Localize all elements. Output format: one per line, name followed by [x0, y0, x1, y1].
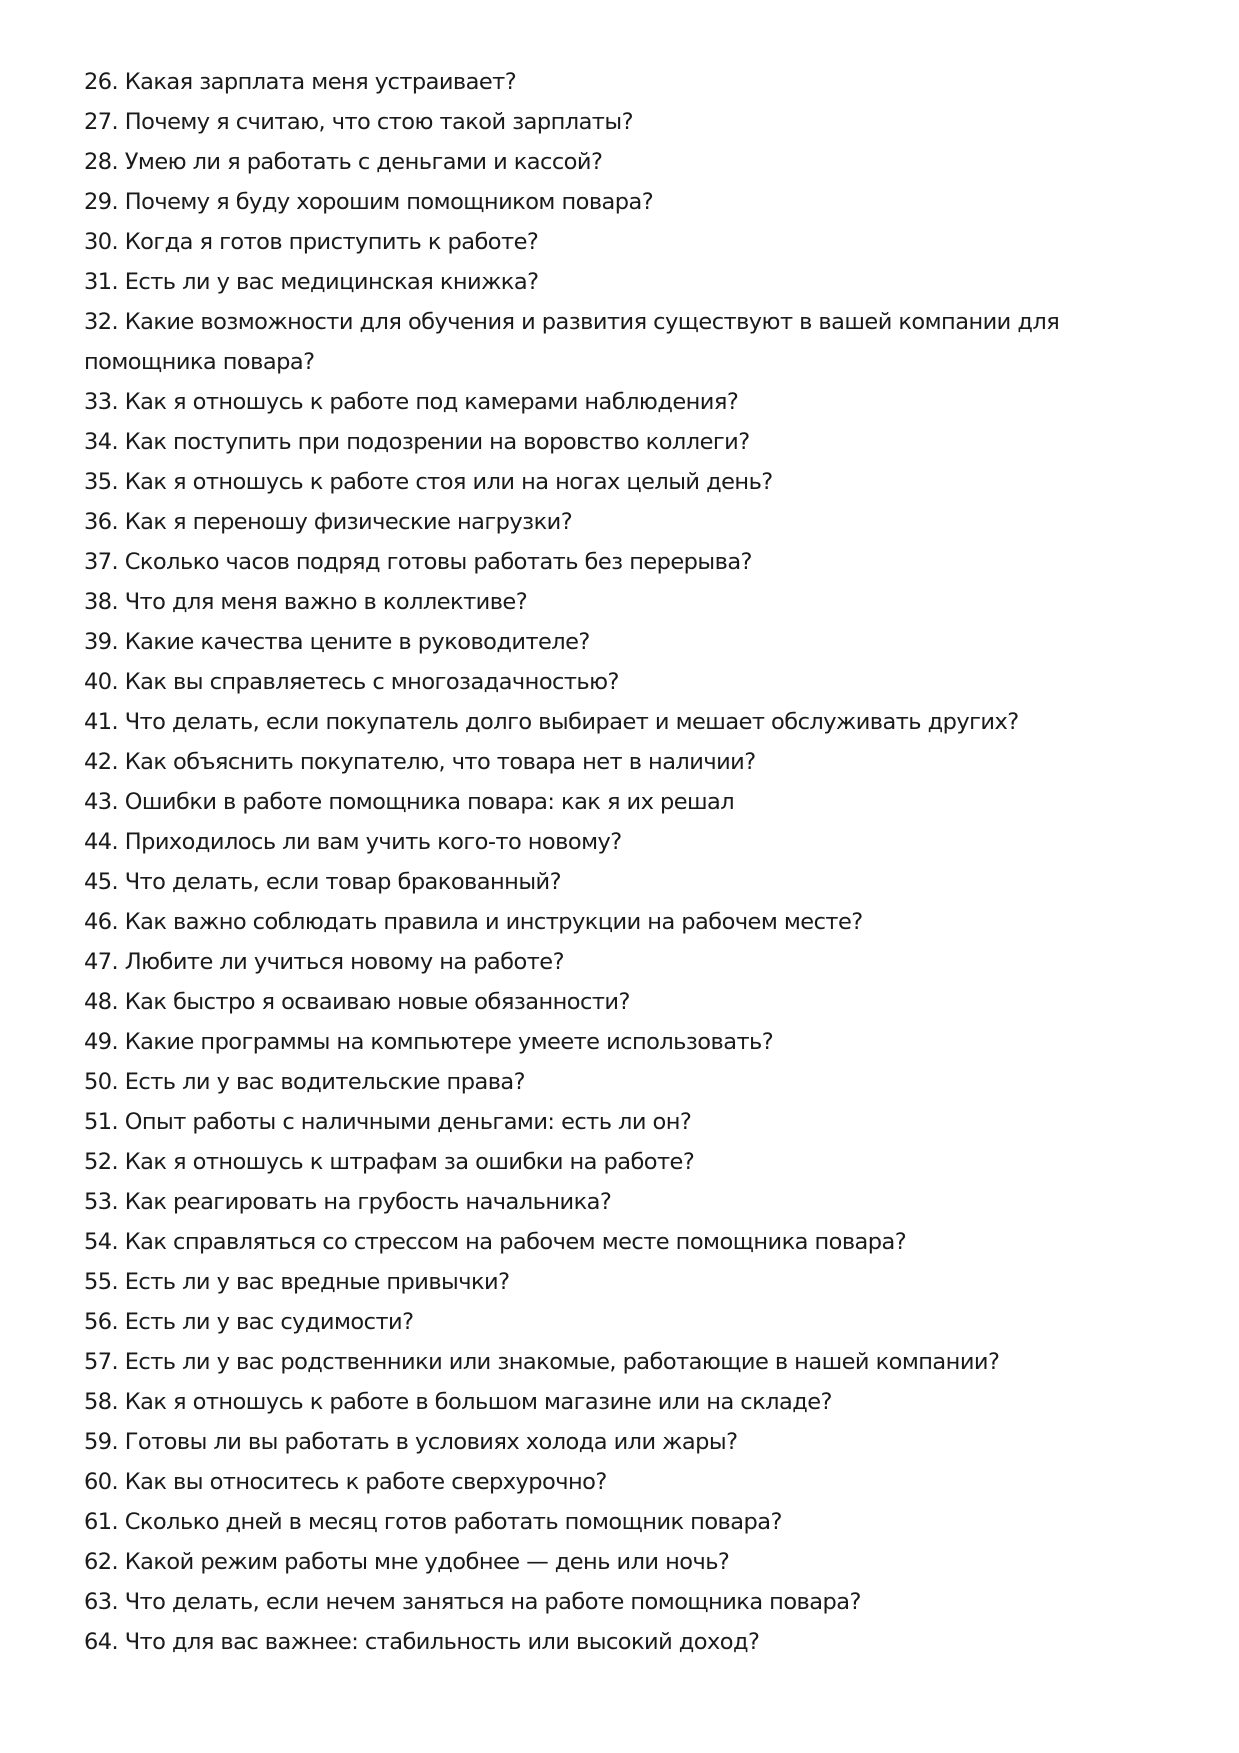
list-item	[84, 1542, 1084, 1582]
question-text: 58. Как я отношусь к работе в большом магазине или на складе?	[84, 1389, 832, 1415]
list-item	[84, 1102, 1084, 1142]
list-item	[84, 622, 1084, 662]
list-item	[84, 62, 1084, 102]
list-item	[84, 1502, 1084, 1542]
question-text: 36. Как я переношу физические нагрузки?	[84, 509, 573, 535]
question-text: 54. Как справляться со стрессом на рабочем месте помощника повара?	[84, 1229, 907, 1255]
question-list	[84, 62, 1084, 1662]
list-item	[84, 422, 1084, 462]
list-item	[84, 1622, 1084, 1662]
question-text: 60. Как вы относитесь к работе сверхурочно?	[84, 1469, 607, 1495]
list-item	[84, 1222, 1084, 1262]
list-item	[84, 742, 1084, 782]
list-item	[84, 1182, 1084, 1222]
list-item	[84, 1422, 1084, 1462]
list-item	[84, 1462, 1084, 1502]
question-text: 35. Как я отношусь к работе стоя или на ногах целый день?	[84, 469, 773, 495]
question-text: 61. Сколько дней в месяц готов работать помощник повара?	[84, 1509, 782, 1535]
list-item	[84, 1302, 1084, 1342]
list-item	[84, 502, 1084, 542]
question-text: 26. Какая зарплата меня устраивает?	[84, 69, 517, 95]
list-item	[84, 1342, 1084, 1382]
question-text: 42. Как объяснить покупателю, что товара нет в наличии?	[84, 749, 756, 775]
question-text: 44. Приходилось ли вам учить кого-то новому?	[84, 829, 622, 855]
list-item	[84, 222, 1084, 262]
question-text: 38. Что для меня важно в коллективе?	[84, 589, 528, 615]
question-text: 28. Умею ли я работать с деньгами и кассой?	[84, 149, 603, 175]
list-item	[84, 102, 1084, 142]
question-text: 27. Почему я считаю, что стою такой зарплаты?	[84, 109, 633, 135]
question-text: 50. Есть ли у вас водительские права?	[84, 1069, 526, 1095]
list-item	[84, 142, 1084, 182]
question-text: 62. Какой режим работы мне удобнее — день или ночь?	[84, 1549, 730, 1575]
list-item	[84, 902, 1084, 942]
list-item	[84, 862, 1084, 902]
question-text: 40. Как вы справляетесь с многозадачностью?	[84, 669, 619, 695]
list-item	[84, 382, 1084, 422]
question-text: 46. Как важно соблюдать правила и инструкции на рабочем месте?	[84, 909, 863, 935]
list-item	[84, 1582, 1084, 1622]
list-item	[84, 1062, 1084, 1102]
list-item	[84, 1142, 1084, 1182]
question-text: 43. Ошибки в работе помощника повара: как я их решал	[84, 789, 735, 815]
question-text: 41. Что делать, если покупатель долго выбирает и мешает обслуживать других?	[84, 709, 1019, 735]
question-text: 30. Когда я готов приступить к работе?	[84, 229, 539, 255]
list-item	[84, 1262, 1084, 1302]
question-text: 52. Как я отношусь к штрафам за ошибки на работе?	[84, 1149, 695, 1175]
question-text: 56. Есть ли у вас судимости?	[84, 1309, 414, 1335]
list-item	[84, 582, 1084, 622]
question-text: 63. Что делать, если нечем заняться на работе помощника повара?	[84, 1589, 861, 1615]
question-text: 31. Есть ли у вас медицинская книжка?	[84, 269, 539, 295]
question-text: 39. Какие качества цените в руководителе?	[84, 629, 590, 655]
question-text: 57. Есть ли у вас родственники или знакомые, работающие в нашей компании?	[84, 1349, 1000, 1375]
list-item	[84, 262, 1084, 302]
list-item	[84, 982, 1084, 1022]
question-text: 34. Как поступить при подозрении на воровство коллеги?	[84, 429, 750, 455]
question-text: 53. Как реагировать на грубость начальника?	[84, 1189, 612, 1215]
list-item	[84, 302, 1084, 382]
list-item	[84, 542, 1084, 582]
list-item	[84, 662, 1084, 702]
question-text: 32. Какие возможности для обучения и развития существуют в вашей компании для помощника повара?	[84, 309, 1060, 375]
question-text: 47. Любите ли учиться новому на работе?	[84, 949, 564, 975]
list-item	[84, 942, 1084, 982]
question-text: 59. Готовы ли вы работать в условиях холода или жары?	[84, 1429, 738, 1455]
question-text: 45. Что делать, если товар бракованный?	[84, 869, 562, 895]
question-text: 33. Как я отношусь к работе под камерами наблюдения?	[84, 389, 739, 415]
list-item	[84, 1382, 1084, 1422]
question-text: 51. Опыт работы с наличными деньгами: есть ли он?	[84, 1109, 692, 1135]
question-text: 48. Как быстро я осваиваю новые обязанности?	[84, 989, 630, 1015]
question-text: 37. Сколько часов подряд готовы работать без перерыва?	[84, 549, 752, 575]
list-item	[84, 822, 1084, 862]
question-text: 49. Какие программы на компьютере умеете использовать?	[84, 1029, 774, 1055]
list-item	[84, 702, 1084, 742]
list-item	[84, 182, 1084, 222]
question-text: 64. Что для вас важнее: стабильность или высокий доход?	[84, 1629, 760, 1655]
question-text: 29. Почему я буду хорошим помощником повара?	[84, 189, 654, 215]
list-item	[84, 782, 1084, 822]
list-item	[84, 1022, 1084, 1062]
question-text: 55. Есть ли у вас вредные привычки?	[84, 1269, 510, 1295]
list-item	[84, 462, 1084, 502]
